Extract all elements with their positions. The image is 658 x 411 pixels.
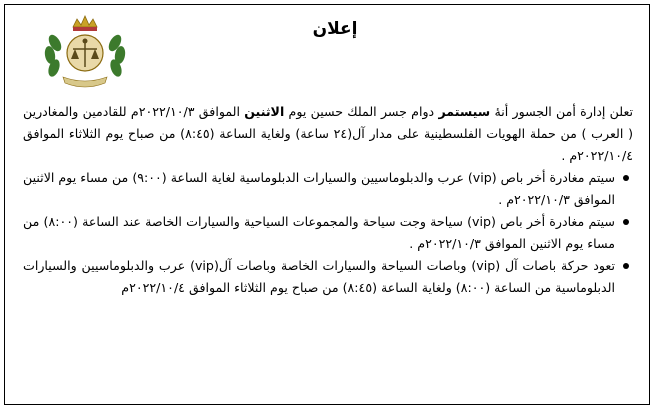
intro-text-2: دوام جسر الملك حسين يوم [284,104,439,119]
intro-emphasis-monday: الاثنين [244,104,285,119]
list-item: سيتم مغادرة أخر باص (vip) عرب والدبلوماسيين والسيارات الدبلوماسية لغاية الساعة (٩:٠٠) من مساء يوم الاثنين الموافق ٢٠٢٢/١٠/٣م . [23,167,615,211]
announcement-frame [4,4,650,405]
intro-emphasis-continue: سيستمر [438,104,491,119]
announcement-body [23,101,633,299]
list-item: سيتم مغادرة أخر باص (vip) سياحة وجت سياحة والمجموعات السياحية والسيارات الخاصة عند الساعة (٨:٠٠) من مساء يوم الاثنين الموافق ٢٠٢٢/١٠/٣م . [23,211,615,255]
announcement-title: إعلان [312,19,358,39]
announcement-list [23,167,633,299]
intro-paragraph [23,101,633,167]
intro-text-3: الموافق ٢٠٢٢/١٠/٣م للقادمين والمغادرين ( العرب ) من حملة الهويات الفلسطينية على مدار آل(٢٤ ساعة) ولغاية الساعة (٨:٤٥) من صباح يوم الثلاثاء الموافق ٢٠٢٢/١٠/٤م . [23,104,633,163]
public-security-logo [35,13,135,93]
intro-text-1: تعلن إدارة أمن الجسور أنهٔ [490,104,634,119]
list-item: تعود حركة باصات آل (vip) وباصات السياحة والسيارات الخاصة وباصات آل(vip) عرب والدبلوماسيين والسيارات الدبلوماسية من الساعة (٨:٠٠) ولغاية الساعة (٨:٤٥) من صباح يوم الثلاثاء الموافق ٢٠٢٢/١٠/٤م [23,255,615,299]
